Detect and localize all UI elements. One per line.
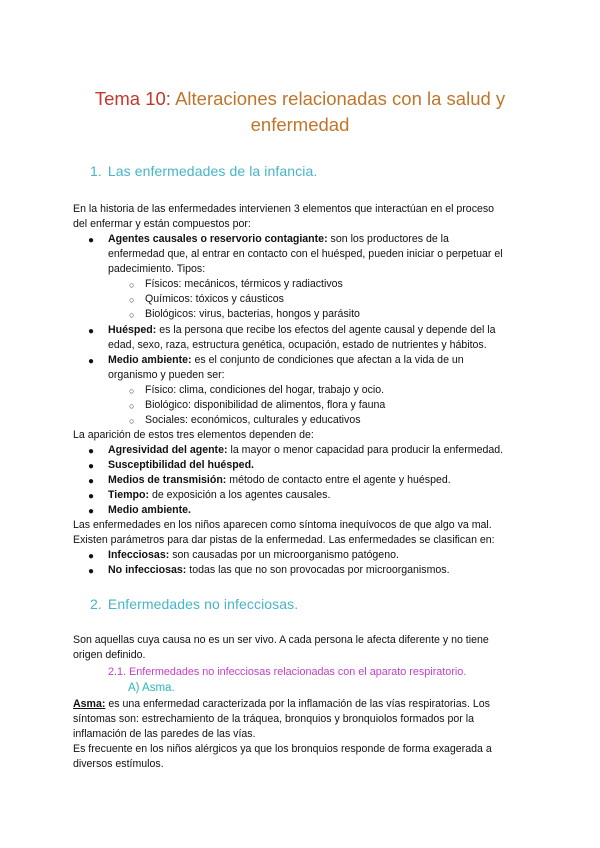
bullet-circle: ○ xyxy=(129,416,135,426)
bullet-circle: ○ xyxy=(129,310,135,320)
medio-label: Medio ambiente: xyxy=(108,354,192,366)
bullet-circle: ○ xyxy=(129,386,135,396)
section-1-heading xyxy=(90,163,317,179)
bullet-disc: ● xyxy=(88,491,95,502)
factor-label: Medios de transmisión: xyxy=(108,474,227,486)
intro-line-2: del enfermar y están compuestos por: xyxy=(73,218,251,230)
medio-line-2: organismo y pueden ser: xyxy=(108,369,225,381)
asma-text-1: es una enfermedad caracterizada por la inflamación de las vías respiratorias. Los xyxy=(105,698,490,710)
factor-susceptibilidad xyxy=(108,458,526,473)
agente-tipo-fisicos: Físicos: mecánicos, térmicos y radiactivos xyxy=(145,278,343,290)
clase-text: todas las que no son provocadas por microorganismos. xyxy=(186,564,450,576)
agente-tipo-biologicos: Biológicos: virus, bacterias, hongos y parásito xyxy=(145,308,360,320)
huesped-label: Huésped: xyxy=(108,324,157,336)
factor-medio-ambiente xyxy=(108,503,526,518)
huesped-text-1: es la persona que recibe los efectos del agente causal y depende del la xyxy=(156,324,496,336)
agentes-label: Agentes causales o reservorio contagiante: xyxy=(108,233,328,245)
asma-line-3: inflamación de las paredes de las vías. xyxy=(73,728,256,740)
title-line2: enfermedad xyxy=(250,114,350,135)
huesped-line-2: edad, sexo, raza, estructura genética, ocupación, estado de nutrientes y hábitos. xyxy=(108,339,487,351)
bullet-disc: ● xyxy=(88,235,95,246)
medio-tipo-biologico: Biológico: disponibilidad de alimentos, flora y fauna xyxy=(145,399,386,411)
agentes-line-1 xyxy=(108,232,526,247)
subsection-number: 2.1. xyxy=(108,666,127,678)
factor-text: la mayor o menor capacidad para producir la enfermedad. xyxy=(227,444,504,456)
factor-text: método de contacto entre el agente y huésped. xyxy=(226,474,451,486)
agente-tipo-quimicos: Químicos: tóxicos y cáusticos xyxy=(145,293,284,305)
medio-text-1: es el conjunto de condiciones que afectan a la vida de un xyxy=(191,354,464,366)
section-2-heading xyxy=(90,596,298,612)
ninos-line-1: Las enfermedades en los niños aparecen como síntoma inequívocos de que algo va mal. xyxy=(73,519,492,531)
bullet-disc: ● xyxy=(88,356,95,367)
huesped-line-1 xyxy=(108,323,526,338)
factor-label: Tiempo: xyxy=(108,489,150,501)
clase-infecciosas xyxy=(108,548,526,563)
document-title xyxy=(0,86,600,138)
bullet-disc: ● xyxy=(88,461,95,472)
bullet-disc: ● xyxy=(88,476,95,487)
factor-tiempo xyxy=(108,488,526,503)
bullet-disc: ● xyxy=(88,446,95,457)
bullet-disc: ● xyxy=(88,566,95,577)
bullet-disc: ● xyxy=(88,551,95,562)
medio-line-1 xyxy=(108,353,526,368)
medio-tipo-fisico: Físico: clima, condiciones del hogar, trabajo y ocio. xyxy=(145,384,385,396)
agentes-line-3: padecimiento. Tipos: xyxy=(108,263,206,275)
factor-label: Medio ambiente. xyxy=(108,504,191,516)
asma-line-4: Es frecuente en los niños alérgicos ya que los bronquios responde de forma exagerada a xyxy=(73,743,492,755)
aparicion-text: La aparición de estos tres elementos dependen de: xyxy=(73,429,314,441)
factor-text: de exposición a los agentes causales. xyxy=(149,489,331,501)
section-1-number: 1. xyxy=(90,163,102,179)
bullet-circle: ○ xyxy=(129,295,135,305)
title-rest: Alteraciones relacionadas con la salud y xyxy=(175,88,506,109)
clase-label: No infecciosas: xyxy=(108,564,187,576)
medio-tipo-sociales: Sociales: económicos, culturales y educativos xyxy=(145,414,361,426)
bullet-circle: ○ xyxy=(129,280,135,290)
factor-agresividad xyxy=(108,443,526,458)
ninos-line-2: Existen parámetros para dar pistas de la enfermedad. Las enfermedades se clasifican en: xyxy=(73,534,495,546)
bullet-disc: ● xyxy=(88,326,95,337)
factor-medios xyxy=(108,473,526,488)
asma-label: Asma: xyxy=(73,698,106,710)
factor-label: Agresividad del agente: xyxy=(108,444,228,456)
intro-line-1: En la historia de las enfermedades intervienen 3 elementos que interactúan en el proceso xyxy=(73,203,495,215)
bullet-disc: ● xyxy=(88,506,95,517)
agentes-line-2: enfermedad que, al entrar en contacto con el huésped, pueden iniciar o perpetuar el xyxy=(108,248,503,260)
factor-label: Susceptibilidad del huésped. xyxy=(108,459,254,471)
asma-line-1 xyxy=(73,697,528,712)
subsection-title: Enfermedades no infecciosas relacionadas con el aparato respiratorio. xyxy=(129,666,467,678)
subsection-2-1-heading xyxy=(108,665,466,680)
agentes-text-1: son los productores de la xyxy=(327,233,449,245)
subsubsection-asma-heading: A) Asma. xyxy=(128,682,175,694)
title-lead: Tema 10: xyxy=(94,88,171,109)
clase-text: son causadas por un microorganismo patógeno. xyxy=(169,549,399,561)
section-1-title: Las enfermedades de la infancia. xyxy=(107,163,318,179)
clase-label: Infecciosas: xyxy=(108,549,170,561)
section-2-number: 2. xyxy=(90,596,102,612)
asma-line-2: síntomas son: estrechamiento de la tráquea, bronquios y bronquiolos formados por la xyxy=(73,713,475,725)
section-2-title: Enfermedades no infecciosas. xyxy=(107,596,299,612)
clase-no-infecciosas xyxy=(108,563,526,578)
s2-intro-line-1: Son aquellas cuya causa no es un ser vivo. A cada persona le afecta diferente y no tiene xyxy=(73,634,489,646)
s2-intro-line-2: origen definido. xyxy=(73,649,146,661)
asma-line-5: diversos estímulos. xyxy=(73,758,164,770)
bullet-circle: ○ xyxy=(129,401,135,411)
